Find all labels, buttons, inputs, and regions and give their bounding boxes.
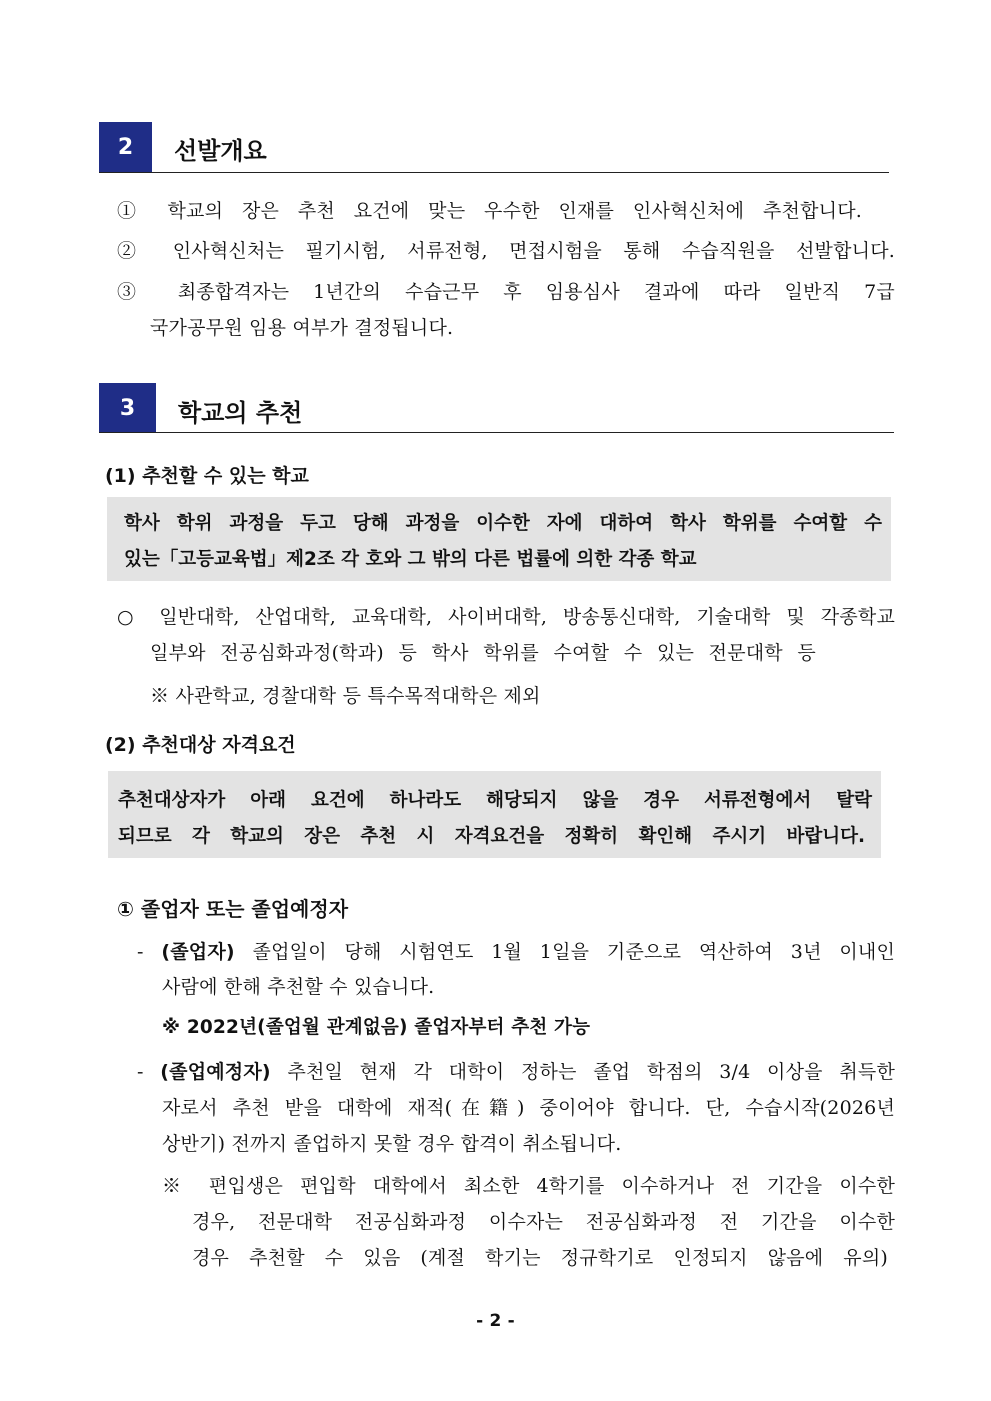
school-list-line-2: 일부와 전공심화과정(학과) 등 학사 학위를 수여할 수 있는 전문대학 등 bbox=[150, 642, 816, 664]
graduate-note: ※ 2022년(졸업월 관계없음) 졸업자부터 추천 가능 bbox=[162, 1017, 591, 1038]
subsection-1-box-line-1: 학사 학위 과정을 두고 당해 과정을 이수한 자에 대하여 학사 학위를 수여할 수 bbox=[124, 513, 882, 534]
requirement-1-heading: ① 졸업자 또는 졸업예정자 bbox=[117, 897, 349, 921]
transfer-note-line-2: 경우, 전문대학 전공심화과정 이수자는 전공심화과정 전 기간을 이수한 bbox=[192, 1211, 895, 1233]
graduate-line-2: 사람에 한해 추천할 수 있습니다. bbox=[162, 976, 435, 998]
subsection-2-heading: (2) 추천대상 자격요건 bbox=[105, 734, 296, 756]
subsection-2-box-line-2: 되므로 각 학교의 장은 추천 시 자격요건을 정확히 확인해 주시기 바랍니다. bbox=[118, 826, 865, 847]
subsection-1-heading: (1) 추천할 수 있는 학교 bbox=[105, 465, 309, 487]
section-2-title: 선발개요 bbox=[174, 137, 267, 165]
subsection-1-box-line-2: 있는「고등교육법」제2조 각 호와 그 밖의 다른 법률에 의한 각종 학교 bbox=[124, 549, 697, 570]
graduate-text: 졸업일이 당해 시험연도 1월 1일을 기준으로 역산하여 3년 이내인 bbox=[252, 941, 896, 963]
section-2-item-3-cont: 국가공무원 임용 여부가 결정됩니다. bbox=[150, 317, 454, 339]
expected-text: 추천일 현재 각 대학이 정하는 졸업 학점의 3/4 이상을 취득한 bbox=[287, 1061, 896, 1083]
expected-label: (졸업예정자) bbox=[160, 1061, 271, 1083]
expected-line-1 bbox=[137, 1057, 895, 1084]
school-list-line-1: ○ 일반대학, 산업대학, 교육대학, 사이버대학, 방송통신대학, 기술대학 및 각종학교 bbox=[117, 606, 895, 628]
graduate-line-1 bbox=[137, 937, 895, 964]
page-number: - 2 - bbox=[476, 1311, 515, 1331]
section-2-item-3: ③ 최종합격자는 1년간의 수습근무 후 임용심사 결과에 따라 일반직 7급 bbox=[117, 281, 895, 303]
transfer-note-line-3: 경우 추천할 수 있음 (계절 학기는 정규학기로 인정되지 않음에 유의) bbox=[192, 1247, 888, 1269]
expected-line-3: 상반기) 전까지 졸업하지 못할 경우 합격이 취소됩니다. bbox=[162, 1133, 622, 1155]
subsection-2-box-line-1: 추천대상자가 아래 요건에 하나라도 해당되지 않을 경우 서류전형에서 탈락 bbox=[118, 790, 872, 811]
section-2-number: 2 bbox=[99, 122, 152, 173]
school-list-note: ※ 사관학교, 경찰대학 등 특수목적대학은 제외 bbox=[150, 685, 541, 707]
section-2-item-1: ① 학교의 장은 추천 요건에 맞는 우수한 인재를 인사혁신처에 추천합니다. bbox=[117, 200, 862, 222]
section-3-number: 3 bbox=[99, 383, 156, 433]
section-3-title: 학교의 추천 bbox=[178, 399, 303, 427]
expected-dash: - bbox=[137, 1061, 144, 1083]
section-3-rule bbox=[99, 432, 894, 433]
graduate-label: (졸업자) bbox=[161, 941, 235, 963]
expected-line-2: 자로서 추천 받을 대학에 재적(在籍) 중이어야 합니다. 단, 수습시작(2026년 bbox=[162, 1097, 895, 1119]
section-2-item-2: ② 인사혁신처는 필기시험, 서류전형, 면접시험을 통해 수습직원을 선발합니다. bbox=[117, 240, 895, 262]
graduate-dash: - bbox=[137, 941, 144, 963]
transfer-note-line-1: ※ 편입생은 편입학 대학에서 최소한 4학기를 이수하거나 전 기간을 이수한 bbox=[162, 1175, 895, 1197]
section-2-rule bbox=[99, 172, 889, 173]
